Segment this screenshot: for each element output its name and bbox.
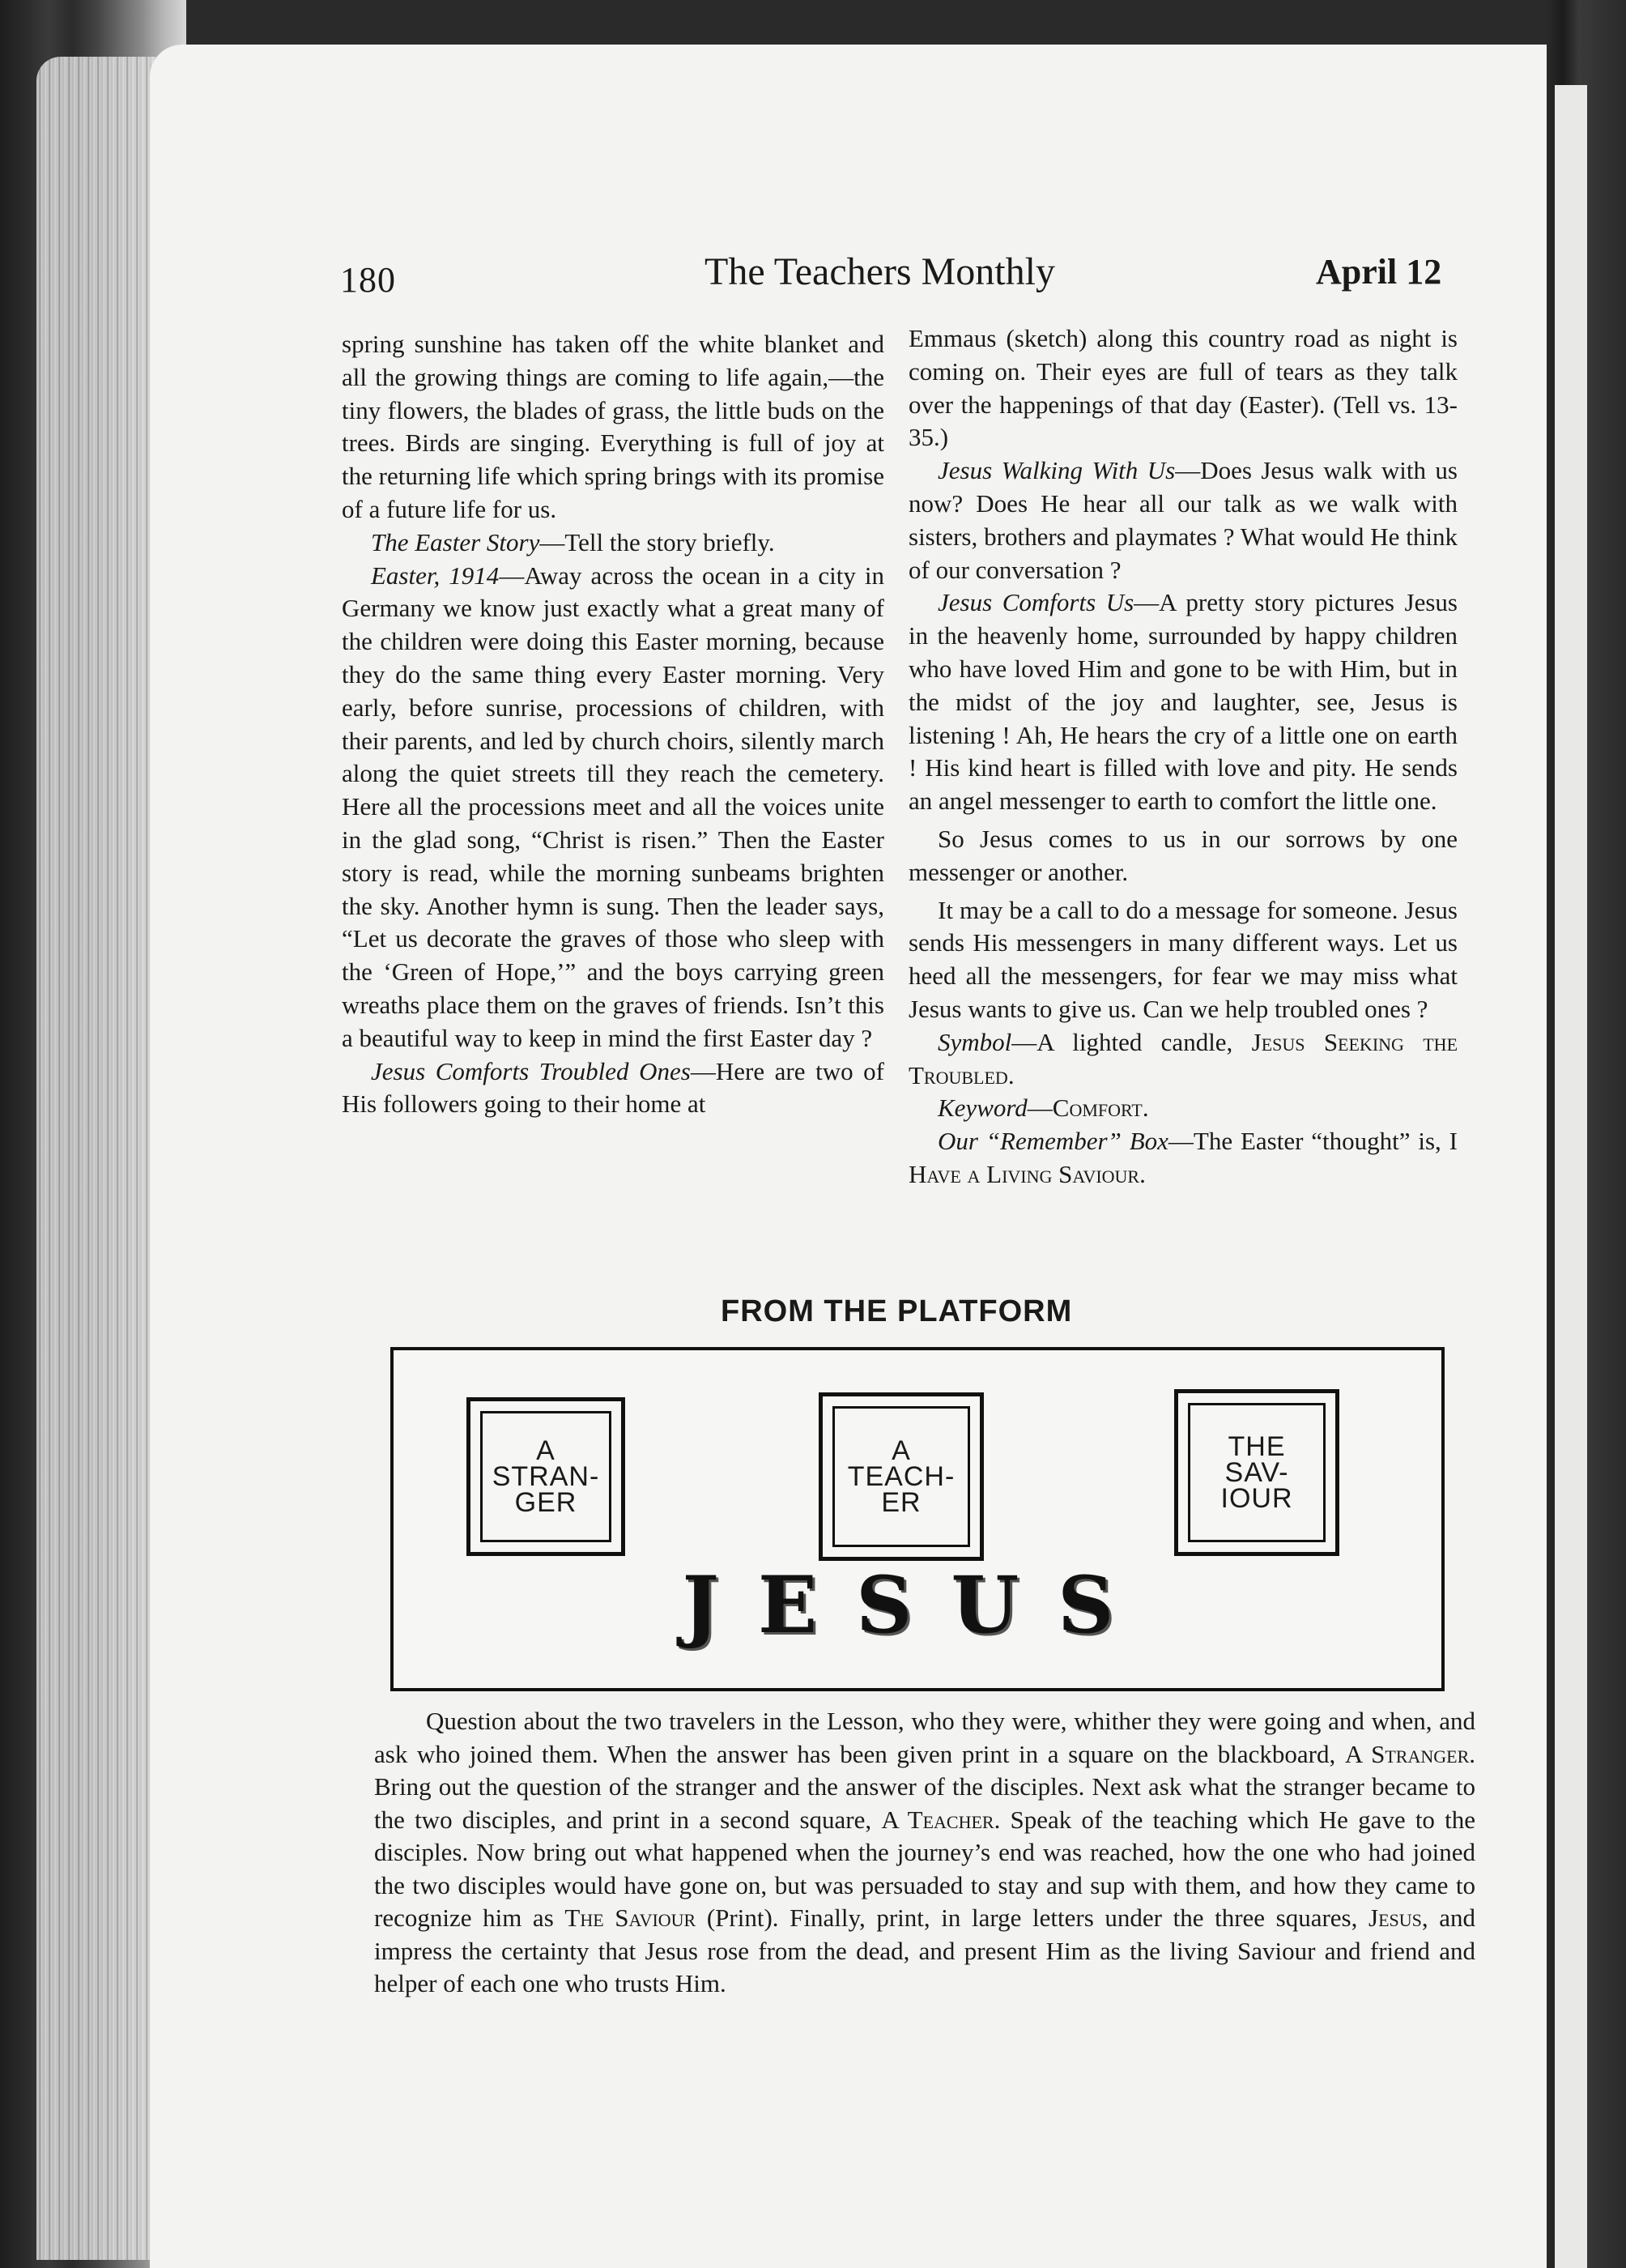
square-label: A TEACH- ER: [847, 1435, 956, 1518]
jesus-blackletter: JESUS: [682, 1559, 1153, 1651]
paragraph-text: Bring out the question of the stranger and the answer of the disciples. Next ask what the stranger became to the two disciples, and print in a second square,: [374, 1772, 1475, 1834]
paragraph-text: spring sunshine has taken off the white blanket and all the growing things are coming to life again,—the tiny flowers, the blades of grass, the little buds on the trees. Birds are singing. Everything is full of joy at the returning life which spring brings with its promise of a future life for us.: [342, 330, 884, 523]
square-saviour: [1174, 1389, 1339, 1556]
square-inner: [1188, 1403, 1326, 1542]
square-stranger: [466, 1397, 625, 1556]
square-label: A STRAN- GER: [492, 1435, 600, 1518]
blackboard-diagram: [390, 1347, 1445, 1691]
small-caps-text: Comfort.: [1052, 1094, 1149, 1123]
small-caps-text: A Stranger.: [1344, 1739, 1476, 1768]
platform-heading: FROM THE PLATFORM: [721, 1294, 1073, 1328]
running-head: [0, 243, 1626, 308]
paragraph-heading: Easter, 1914: [371, 561, 500, 590]
small-caps-text: Jesus,: [1368, 1904, 1428, 1932]
paragraph: [374, 1705, 1475, 2001]
small-caps-text: The Saviour: [564, 1904, 696, 1932]
paragraph-text: —A lighted candle,: [1011, 1027, 1233, 1056]
small-caps-text: Jesus Seeking the Troubled.: [909, 1027, 1458, 1089]
square-inner: [832, 1406, 970, 1547]
left-column: [342, 328, 884, 1121]
paragraph: [909, 1125, 1458, 1192]
paragraph-heading: Our “Remember” Box: [938, 1127, 1168, 1156]
paragraph: [909, 1026, 1458, 1093]
small-caps-text: A Teacher.: [881, 1805, 1001, 1834]
platform-instructions: [374, 1705, 1475, 2001]
paragraph-heading: Jesus Walking With Us: [938, 456, 1176, 485]
paragraph-text: Speak of the teaching which He gave to the disciples. Now bring out what happened when the journey’s end was reached, how the one who had joined the two disciples would have gone on, but was persuaded to stay and sup with them, and how they came to recognize him as: [374, 1805, 1476, 1932]
paragraph-text: and impress the certainty that Jesus rose from the dead, and present Him as the living Saviour and friend and helper of each one who trusts Him.: [374, 1904, 1476, 1997]
square-inner: [480, 1411, 611, 1542]
paragraph: [909, 322, 1458, 454]
paragraph: [909, 1092, 1458, 1125]
paragraph-text: So Jesus comes to us in our sorrows by one messenger or another.: [909, 824, 1458, 886]
paragraph: [342, 560, 884, 1055]
paragraph: [342, 526, 884, 560]
journal-title: The Teachers Monthly: [704, 250, 1055, 293]
page-number: 180: [340, 260, 396, 300]
paragraph: [909, 823, 1458, 889]
paragraph-text: Emmaus (sketch) along this country road as night is coming on. Their eyes are full of tears as they talk over the happenings of that day (Easter). (Tell vs. 13-35.): [909, 324, 1458, 452]
square-label: THE SAV- IOUR: [1220, 1431, 1293, 1514]
paragraph-text: —Away across the ocean in a city in Germany we know just exactly what a great many of the children were doing this Easter morning, because they do the same thing every Easter morning. Very early, before sunrise, processions of children, with their parents, and led by church choirs, silently march along the quiet streets till they reach the cemetery. Here all the processions meet and all the voices unite in the glad song, “Christ is risen.” Then the Easter story is read, while the morning sunbeams brighten the sky. Another hymn is sung. Then the leader says, “Let us decorate the graves of those who sleep with the ‘Green of Hope,’” and the boys carrying green wreaths place them on the graves of friends. Isn’t this a beautiful way to keep in mind the first Easter day ?: [342, 561, 884, 1052]
paragraph-text: —Does Jesus walk with us now? Does He hear all our talk as we walk with sisters, brothers and playmates ? What would He think of our conversation ?: [909, 456, 1458, 584]
paragraph-heading: Symbol: [938, 1027, 1012, 1056]
square-teacher: [819, 1392, 984, 1561]
paragraph: [342, 328, 884, 526]
paragraph-heading: Jesus Comforts Us: [938, 588, 1134, 617]
right-column: [909, 322, 1458, 1192]
paragraph: [909, 586, 1458, 818]
paragraph-text: —: [1027, 1094, 1053, 1123]
paragraph-text: (Print). Finally, print, in large letters under the three squares,: [706, 1904, 1358, 1932]
paragraph: [342, 1055, 884, 1122]
paragraph-text: —A pretty story pictures Jesus in the heavenly home, surrounded by happy children who have loved Him and gone to be with Him, but in the midst of the joy and laughter, see, Jesus is listening ! Ah, He hears the cry of a little one on earth ! His kind heart is filled with love and pity. He sends an angel messenger to earth to comfort the little one.: [909, 588, 1458, 816]
paragraph-text: Question about the two travelers in the Lesson, who they were, whither they were going and when, and ask who joined them. When the answer has been given print in a square on the blackboard,: [374, 1707, 1475, 1768]
paragraph-text: —The Easter “thought” is, I: [1168, 1127, 1458, 1156]
paragraph: [909, 454, 1458, 586]
paragraph-text: —Here are two of His followers going to their home at: [342, 1056, 884, 1119]
next-page-sliver: [1555, 85, 1587, 2268]
paragraph-heading: Jesus Comforts Troubled Ones: [371, 1056, 691, 1085]
issue-date: April 12: [1316, 252, 1442, 292]
paragraph-heading: Keyword: [938, 1094, 1028, 1123]
paragraph-text: It may be a call to do a message for someone. Jesus sends His messengers in many different ways. Let us heed all the messengers, for fear we may miss what Jesus wants to give us. Can we help troubled ones ?: [909, 895, 1458, 1023]
paragraph-heading: The Easter Story: [371, 527, 540, 556]
paragraph-text: —Tell the story briefly.: [539, 527, 775, 556]
small-caps-text: Have a Living Saviour.: [909, 1159, 1146, 1188]
paragraph: [909, 894, 1458, 1026]
